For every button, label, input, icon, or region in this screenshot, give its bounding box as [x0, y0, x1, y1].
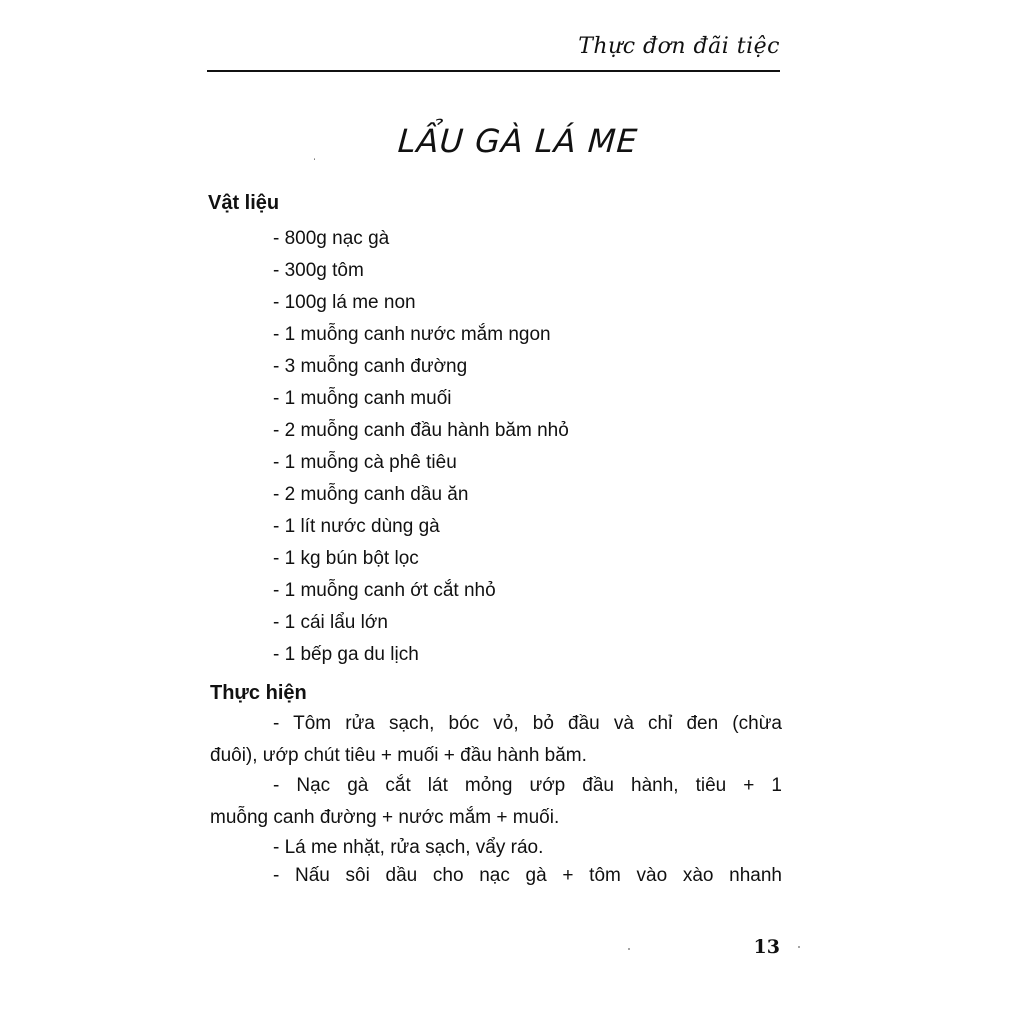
- method-heading: Thực hiện: [210, 682, 307, 704]
- method-step: [210, 770, 782, 834]
- ingredient-item: - 100g lá me non: [273, 292, 416, 313]
- ink-speck: ˌ: [313, 150, 317, 161]
- ingredient-item: - 300g tôm: [273, 260, 364, 281]
- method-step-line: - Lá me nhặt, rửa sạch, vẩy ráo.: [273, 837, 544, 858]
- ingredient-item: - 1 muỗng canh nước mắm ngon: [273, 324, 551, 345]
- method-step-line: đuôi), ướp chút tiêu + muối + đầu hành băm.: [210, 745, 587, 766]
- method-step-line: - Tôm rửa sạch, bóc vỏ, bỏ đầu và chỉ đen (chừa: [273, 713, 782, 734]
- running-head: Thực đơn đãi tiệc: [578, 34, 780, 59]
- ingredient-item: - 800g nạc gà: [273, 228, 390, 249]
- ingredient-item: - 2 muỗng canh đầu hành băm nhỏ: [273, 420, 569, 441]
- method-step: [210, 860, 782, 892]
- page-number: 13: [753, 936, 780, 958]
- ingredient-item: - 1 bếp ga du lịch: [273, 644, 419, 665]
- ingredient-item: - 2 muỗng canh dầu ăn: [273, 484, 469, 505]
- recipe-title: LẨU GÀ LÁ ME: [396, 122, 640, 160]
- ingredient-item: - 1 muỗng canh ớt cắt nhỏ: [273, 580, 496, 601]
- method-step: [210, 708, 782, 772]
- ingredient-item: - 1 lít nước dùng gà: [273, 516, 440, 537]
- method-step-line: - Nạc gà cắt lát mỏng ướp đầu hành, tiêu + 1: [273, 775, 782, 796]
- ingredient-item: - 1 kg bún bột lọc: [273, 548, 419, 569]
- method-step-line: - Nấu sôi dầu cho nạc gà + tôm vào xào nhanh: [273, 865, 782, 886]
- ingredient-list: [273, 224, 569, 672]
- ingredient-item: - 3 muỗng canh đường: [273, 356, 468, 377]
- ink-dot: [628, 948, 630, 950]
- ingredient-item: - 1 muỗng cà phê tiêu: [273, 452, 457, 473]
- ingredient-item: - 1 cái lẩu lớn: [273, 612, 388, 633]
- materials-heading: Vật liệu: [208, 192, 280, 214]
- header-rule: [207, 70, 780, 72]
- ink-dot: [798, 946, 800, 948]
- ingredient-item: - 1 muỗng canh muối: [273, 388, 452, 409]
- method-step-line: muỗng canh đường + nước mắm + muối.: [210, 807, 560, 828]
